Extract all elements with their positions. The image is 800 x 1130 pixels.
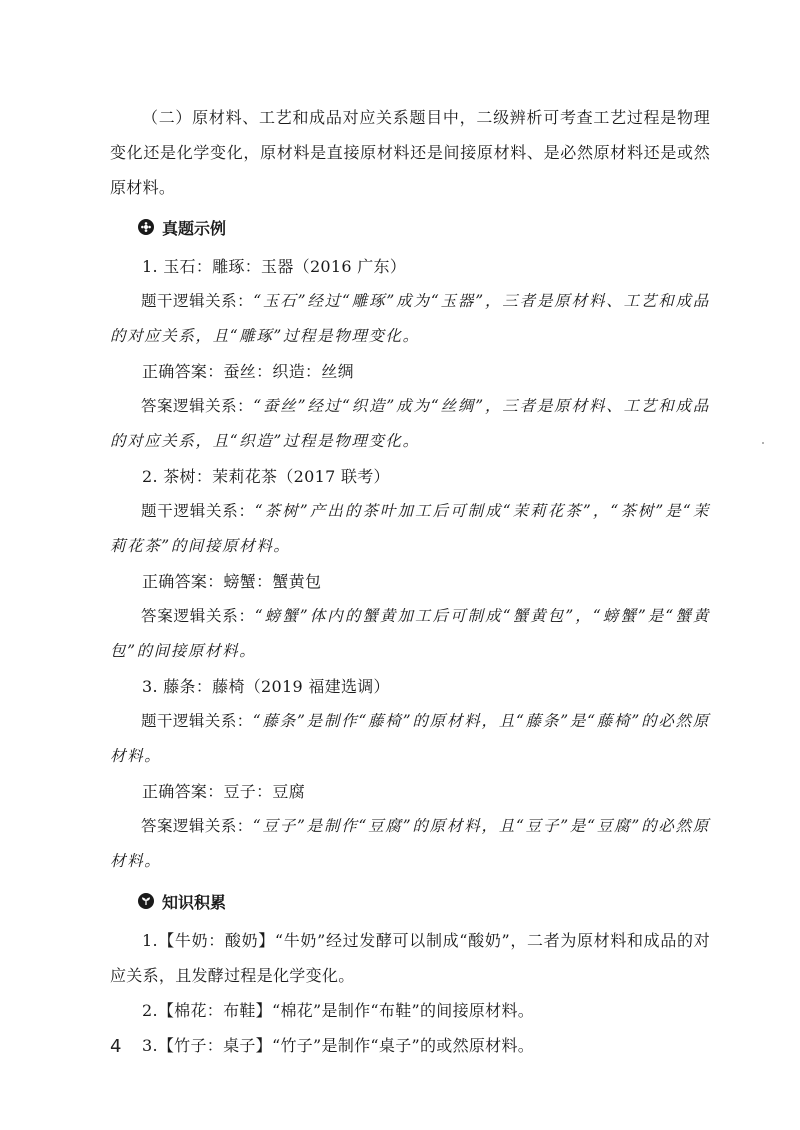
page-content — [110, 100, 710, 1063]
example-3-question-logic-label: 题干逻辑关系： — [141, 712, 253, 730]
knowledge-item-2: 2.【棉花：布鞋】“棉花”是制作“布鞋”的间接原材料。 — [142, 1001, 535, 1020]
example-1-answer-logic-text: “蚕丝”经过“织造”成为“丝绸”，三者是原材料、工艺和成品的对应关系，且“织造”过程是物理变化。 — [110, 397, 710, 450]
example-1-question-logic-text: “玉石”经过“雕琢”成为“玉器”，三者是原材料、工艺和成品的对应关系，且“雕琢”过程是物理变化。 — [110, 292, 710, 345]
example-2-question-logic — [110, 494, 710, 564]
flower-badge-icon — [138, 219, 154, 235]
example-2-answer-logic-label: 答案逻辑关系： — [141, 607, 255, 625]
example-2-heading: 2. 茶树：茉莉花茶（2017 联考） — [142, 467, 390, 486]
example-1-answer: 正确答案：蚕丝：织造：丝绸 — [142, 362, 354, 381]
example-2-answer-logic-text: “螃蟹”体内的蟹黄加工后可制成“蟹黄包”，“螃蟹”是“蟹黄包”的间接原材料。 — [110, 607, 711, 660]
example-3-question-logic-text: “藤条”是制作“藤椅”的原材料，且“藤条”是“藤椅”的必然原材料。 — [110, 712, 710, 765]
knowledge-item-3: 3.【竹子：桌子】“竹子”是制作“桌子”的或然原材料。 — [142, 1036, 535, 1055]
example-1-heading: 1. 玉石：雕琢：玉器（2016 广东） — [142, 257, 407, 276]
intro-paragraph: （二）原材料、工艺和成品对应关系题目中，二级辨析可考查工艺过程是物理变化还是化学变化，原材料是直接原材料还是间接原材料、是必然原材料还是或然原材料。 — [110, 108, 710, 197]
scan-speck — [762, 442, 764, 444]
example-2-question-logic-label: 题干逻辑关系： — [141, 502, 255, 520]
page-number: 4 — [110, 1036, 122, 1057]
example-3-answer-logic-text: “豆子”是制作“豆腐”的原材料，且“豆子”是“豆腐”的必然原材料。 — [110, 817, 710, 870]
example-1-answer-logic — [110, 389, 710, 459]
example-1-answer-logic-label: 答案逻辑关系： — [141, 397, 254, 415]
example-2-question-logic-text: “茶树”产出的茶叶加工后可制成“茉莉花茶”，“茶树”是“茉莉花茶”的间接原材料。 — [110, 502, 711, 555]
example-3-heading: 3. 藤条：藤椅（2019 福建选调） — [142, 677, 390, 696]
knowledge-item-1: 1.【牛奶：酸奶】“牛奶”经过发酵可以制成“酸奶”，二者为原材料和成品的对应关系，且发酵过程是化学变化。 — [110, 931, 710, 985]
example-1-question-logic — [110, 284, 710, 354]
examples-section-heading — [110, 207, 710, 247]
example-3-answer-logic — [110, 809, 710, 879]
knowledge-section-title: 知识积累 — [162, 892, 227, 912]
sprout-badge-icon — [138, 893, 154, 909]
example-2-answer: 正确答案：螃蟹：蟹黄包 — [142, 572, 322, 591]
example-3-answer: 正确答案：豆子：豆腐 — [142, 782, 306, 801]
examples-section-title: 真题示例 — [162, 218, 227, 238]
knowledge-section-heading — [110, 881, 710, 921]
example-2-answer-logic — [110, 599, 710, 669]
example-1-question-logic-label: 题干逻辑关系： — [141, 292, 254, 310]
example-3-answer-logic-label: 答案逻辑关系： — [141, 817, 253, 835]
example-3-question-logic — [110, 704, 710, 774]
